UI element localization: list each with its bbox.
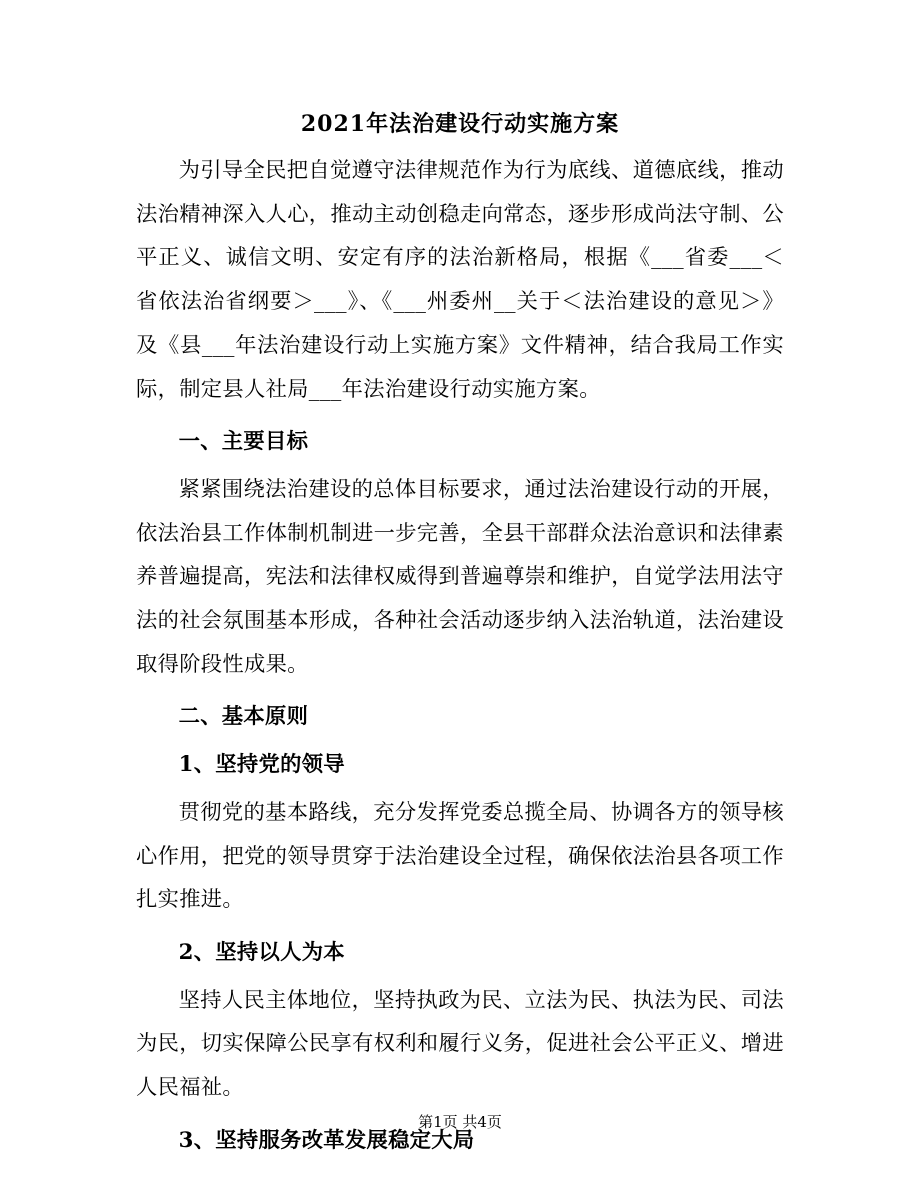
document-body	[136, 149, 784, 1166]
principle-paragraph-2: 坚持人民主体地位，坚持执政为民、立法为民、执法为民、司法为民，切实保障公民享有权利和履行义务，促进社会公平正义、增进人民福祉。	[136, 987, 784, 1101]
goals-paragraph: 紧紧围绕法治建设的总体目标要求，通过法治建设行动的开展，依法治县工作体制机制进一步完善，全县干部群众法治意识和法律素养普遍提高，宪法和法律权威得到普遍尊崇和维护，自觉学法用法守法的社会氛围基本形成，各种社会活动逐步纳入法治轨道，法治建设取得阶段性成果。	[136, 476, 784, 677]
section-heading-principles: 二、基本原则	[178, 704, 309, 730]
section-heading-goals: 一、主要目标	[178, 429, 309, 455]
principle-heading-3: 3、坚持服务改革发展稳定大局	[178, 1127, 475, 1153]
principle-heading-1: 1、坚持党的领导	[178, 752, 345, 778]
page-number: 第1页 共4页	[418, 1113, 502, 1131]
principle-heading-2: 2、坚持以人为本	[178, 939, 345, 965]
principle-paragraph-1: 贯彻党的基本路线，充分发挥党委总揽全局、协调各方的领导核心作用，把党的领导贯穿于法治建设全过程，确保依法治县各项工作扎实推进。	[136, 799, 784, 913]
document-title: 2021年法治建设行动实施方案	[300, 111, 620, 137]
intro-paragraph: 为引导全民把自觉遵守法律规范作为行为底线、道德底线，推动法治精神深入人心，推动主动创稳走向常态，逐步形成尚法守制、公平正义、诚信文明、安定有序的法治新格局，根据《___省委___＜省依法治省纲要＞___》、《___州委州__关于＜法治建设的意见＞》及《县___年法治建设行动上实施方案》文件精神，结合我局工作实际，制定县人社局___年法治建设行动实施方案。	[136, 158, 784, 402]
